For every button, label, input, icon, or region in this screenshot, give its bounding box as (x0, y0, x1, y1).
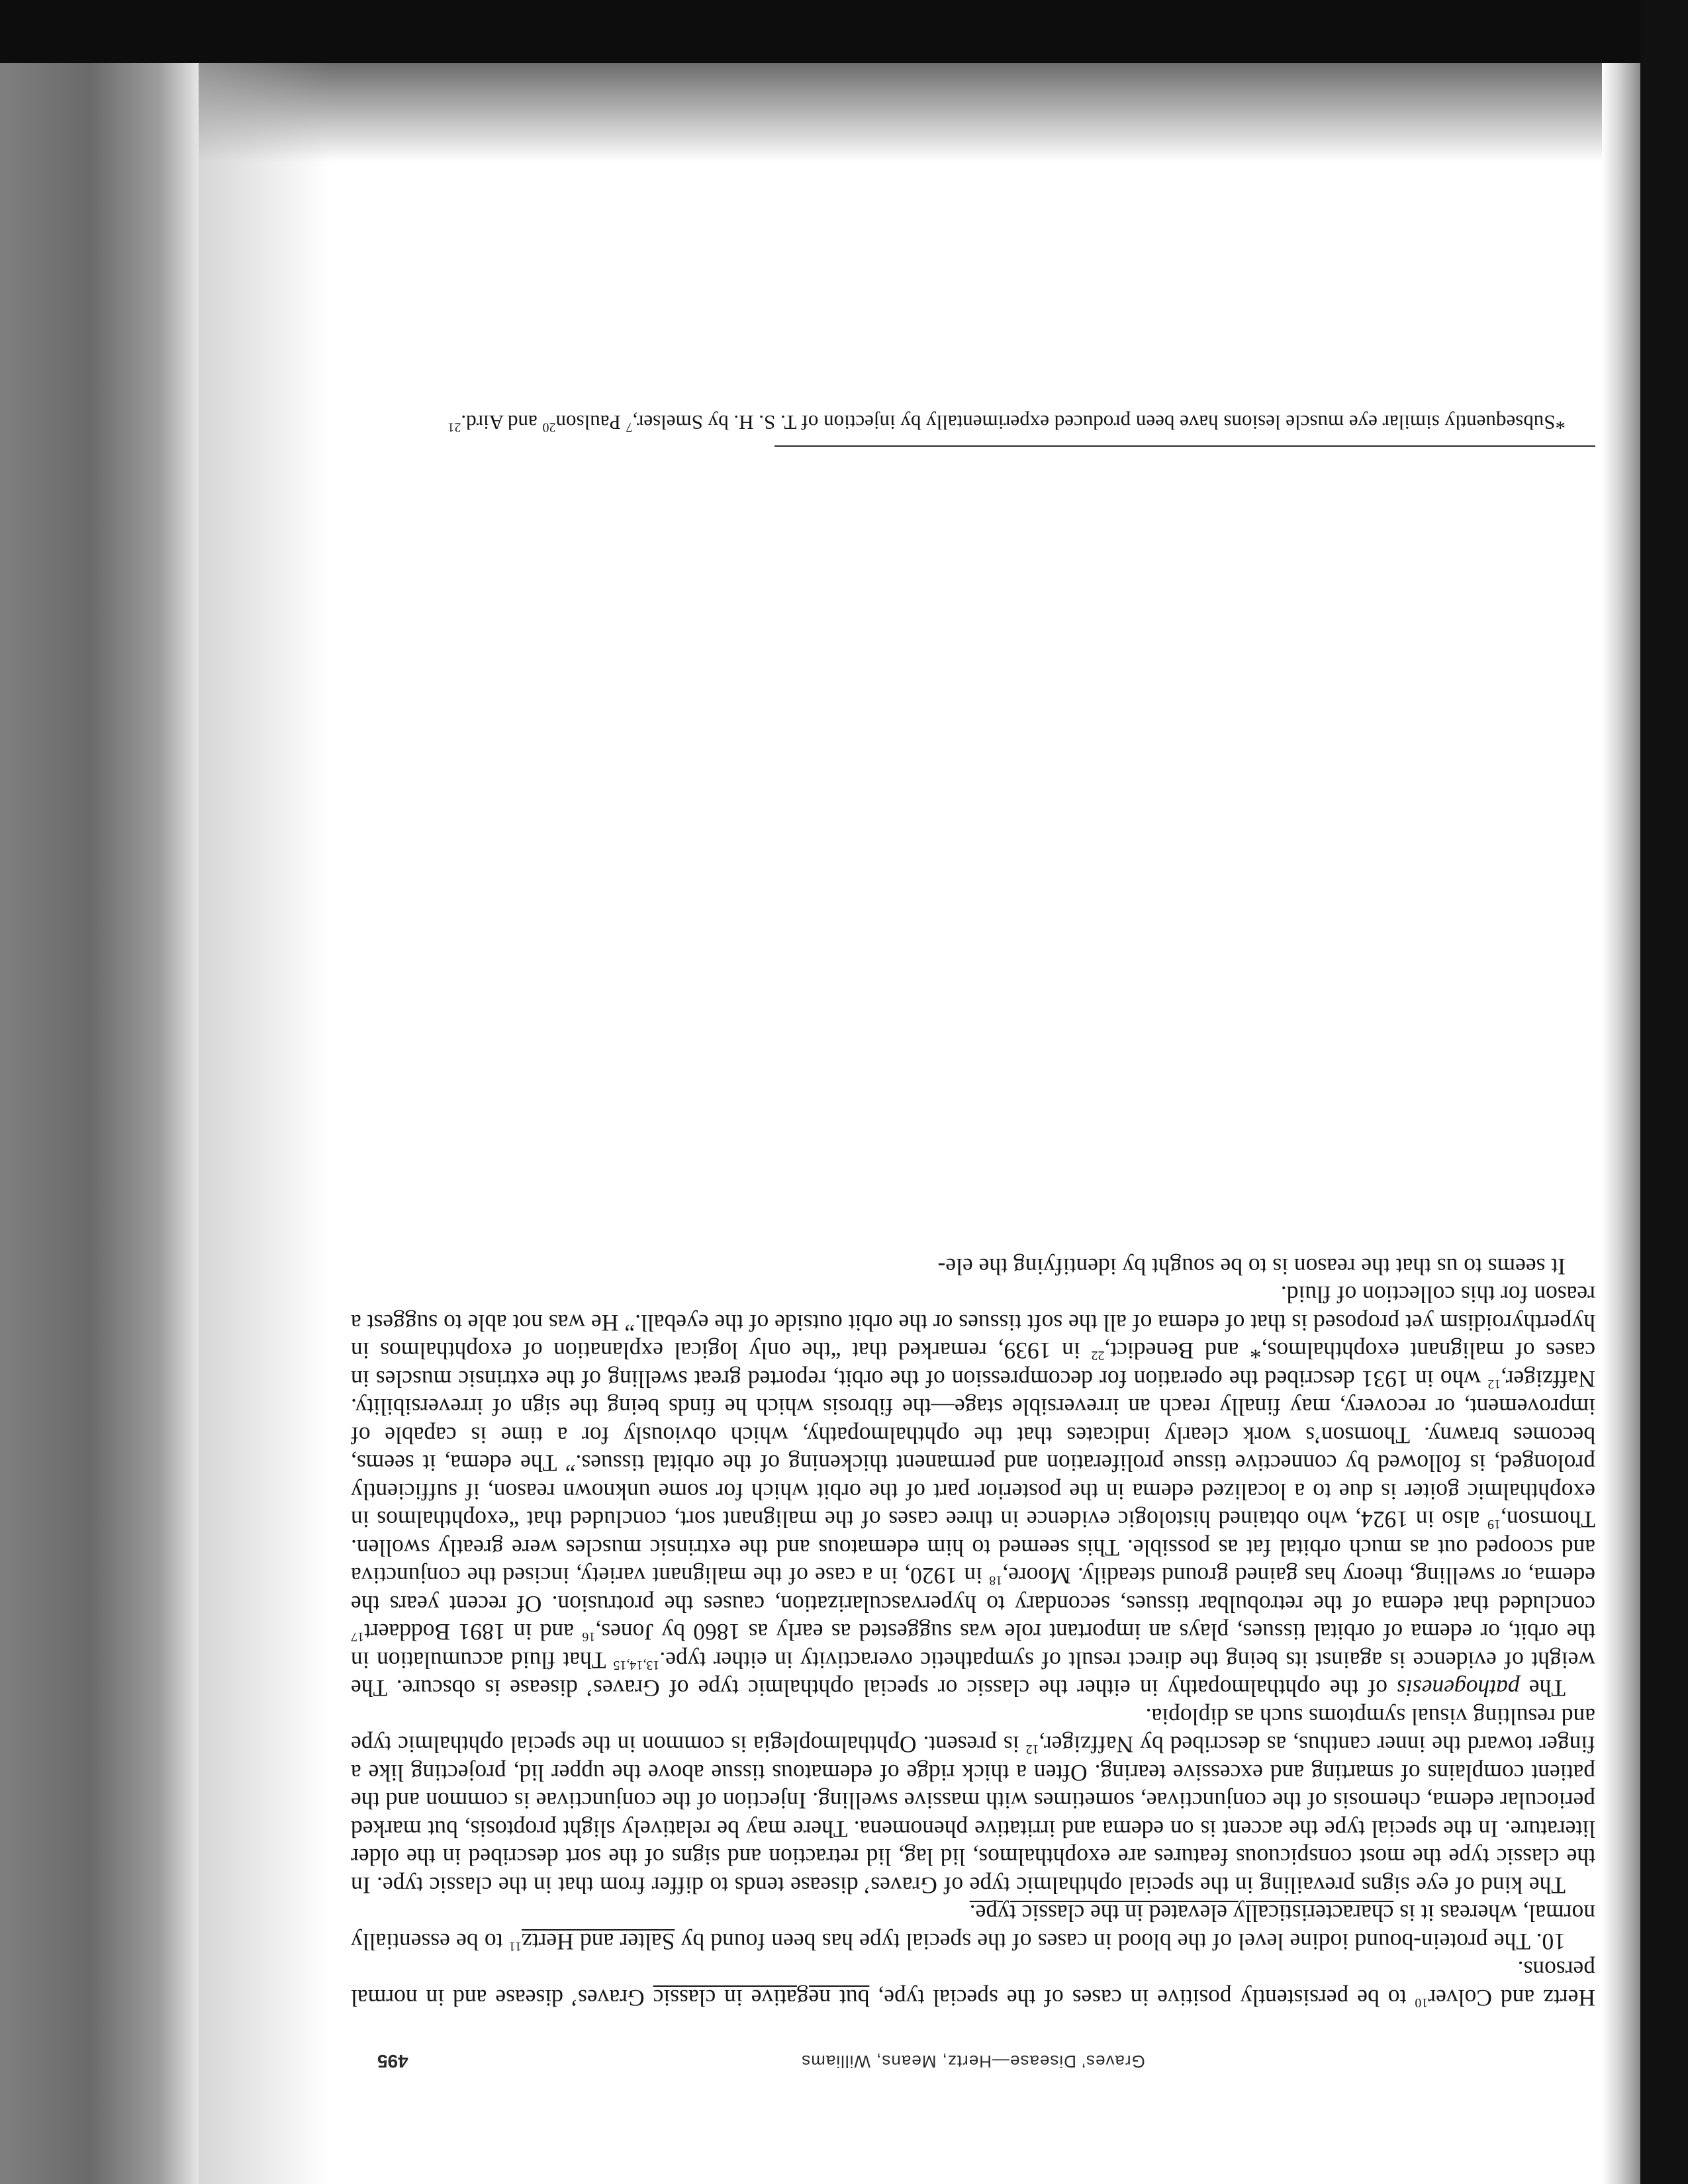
book-page (351, 371, 1595, 2071)
paragraph-item-10: 10. The protein-bound iodine level of the blood in cases of the special type has been found by Salter and Hertz$^{11}$ to be essentially normal, whereas it is characteristically elevated in the classic type. (351, 1900, 1595, 1955)
footnote-rule (774, 445, 1595, 447)
page-number: 495 (377, 2051, 408, 2071)
paragraph-final: It seems to us that the reason is to be sought by identifying the ele- (937, 1253, 1566, 1280)
italic-term: pathogenesis (1397, 1675, 1520, 1702)
footnote: *Subsequently similar eye muscle lesions have been produced experimentally by injection of T. S. H. by Smelser,$^7$ Paulson$^{20}$ and Aird.$^{21}$ (447, 411, 1566, 435)
underlined-phrase: characteristically elevated in the classic type. (969, 1900, 1394, 1927)
paragraph-eye-signs: The kind of eye signs prevailing in the special ophthalmic type of Graves’ disease tends to differ from that in the classic type. In the classic type the most conspicuous features are exophthalmos, lid lag, lid retraction and signs of the sort described in the older literature. In the special type the accent is on edema and irritative phenomena. There may be relatively slight proptosis, but marked periocular edema, chemosis of the conjunctivae, sometimes with massive swelling. Injection of the conjunctivae is common and the patient complains of smarting and excessive tearing. Often a thick ridge of edematous tissue above the upper lid, projecting like a finger toward the inner canthus, as described by Naffziger,$^{12}$ is present. Ophthalmoplegia is common in the special ophthalmic type and resulting visual symptoms such as diplopia. (350, 1704, 1595, 1899)
underlined-phrase: Salter and Hertz (521, 1929, 675, 1955)
paragraph-continuation: Hertz and Colver$^{10}$ to be persistently positive in cases of the special type, but negative in classic Graves’ disease and in normal persons. (351, 1956, 1595, 2011)
running-head (351, 2038, 1595, 2071)
running-title: Graves’ Disease—Hertz, Means, Williams (801, 2052, 1145, 2071)
underlined-phrase: but negative in classic (653, 1985, 870, 2011)
body-text (351, 1253, 1595, 2013)
paragraph-pathogenesis: The pathogenesis of the ophthalmopathy in either the classic or special ophthalmic type of Graves’ disease is obscure. The weight of evidence is against its being the direct result of sympathetic overactivity in either type.$^{13,14,15}$ That fluid accumulation in the orbit, or edema of orbital tissues, plays an important role was suggested as early as 1860 by Jones,$^{16}$ and in 1891 Boddaert$^{17}$ concluded that edema of the retrobulbar tissues, secondary to hypervascularization, causes the protrusion. Of recent years the edema, or swelling, theory has gained ground steadily. Moore,$^{18}$ in 1920, in a case of the malignant variety, incised the conjunctiva and scooped out as much orbital fat as possible. This seemed to him edematous and the extrinsic muscles were greatly swollen. Thomson,$^{19}$ also in 1924, who obtained histologic evidence in three cases of the malignant sort, concluded that “exophthalmos in exophthalmic goiter is due to a localized edema in the posterior part of the orbit which for some unknown reason, if sufficiently prolonged, is followed by connective tissue proliferation and permanent thickening of the orbital tissues.” The edema, it seems, becomes brawny. Thomson’s work clearly indicates that the ophthalmopathy, which obviously for a time is capable of improvement, or recovery, may finally reach an irreversible stage—the fibrosis which he finds being the sign of irreversibility. Naffziger,$^{12}$ who in 1931 described the operation for decompression of the orbit, reported great swelling of the extrinsic muscles in cases of malignant exophthalmos,* and Benedict,$^{22}$ in 1939, remarked that “the only logical explanation of exophthalmos in hyperthyroidism yet proposed is that of edema of all the soft tissues or the orbit outside of the eyeball.” He was not able to suggest a reason for this collection of fluid. (351, 1281, 1595, 1702)
scan-top-border (0, 0, 1688, 63)
scan-right-border (1640, 0, 1688, 2184)
book-edge-shadow (1602, 63, 1640, 2184)
book-gutter-shadow (0, 63, 199, 2184)
book-gutter-fade (199, 63, 331, 2184)
